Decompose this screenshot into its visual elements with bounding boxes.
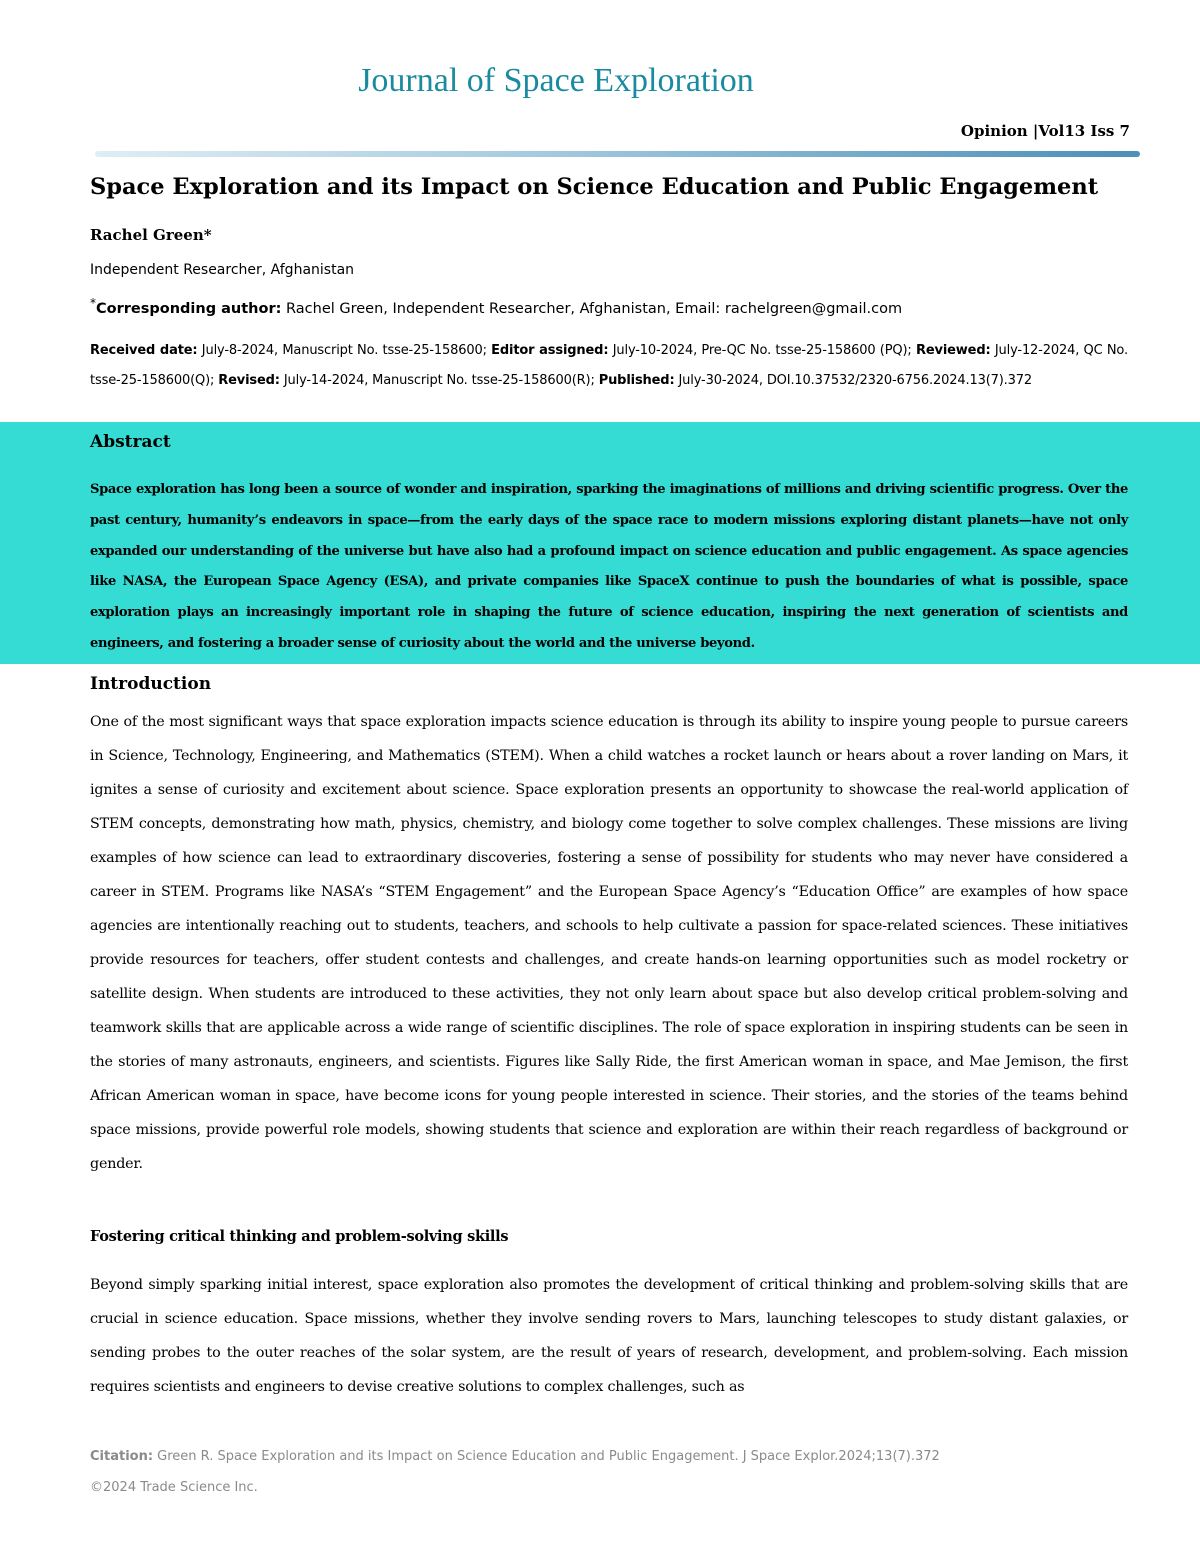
- revised-text: July-14-2024, Manuscript No. tsse-25-158600(R);: [279, 373, 599, 388]
- citation: [90, 1449, 940, 1464]
- citation-text: Green R. Space Exploration and its Impact on Science Education and Public Engagement. J Space Explor.2024;13(7).372: [153, 1449, 940, 1464]
- copyright: ©2024 Trade Science Inc.: [90, 1480, 258, 1495]
- journal-title: Journal of Space Exploration: [358, 62, 754, 99]
- author-name: Rachel Green*: [90, 226, 212, 244]
- section-text-critical-thinking: Beyond simply sparking initial interest, space exploration also promotes the development of critical thinking and problem-solving skills that are crucial in science education. Space missions, whether they involve sending rovers to Mars, launching telescopes to study distant galaxies, or sending probes to the outer reaches of the solar system, are the result of years of research, development, and problem-solving. Each mission requires scientists and engineers to devise creative solutions to complex challenges, such as: [90, 1277, 1128, 1395]
- corresponding-label: Corresponding author:: [96, 300, 282, 317]
- received-label: Received date:: [90, 343, 198, 358]
- article-type-volume: Opinion |Vol13 Iss 7: [960, 122, 1130, 140]
- header-divider: [95, 151, 1140, 157]
- article-title: Space Exploration and its Impact on Science Education and Public Engagement: [90, 174, 1099, 200]
- editor-label: Editor assigned:: [491, 343, 609, 358]
- corresponding-text: Rachel Green, Independent Researcher, Afghanistan, Email: rachelgreen@gmail.com: [281, 300, 903, 317]
- author-affiliation: Independent Researcher, Afghanistan: [90, 262, 355, 278]
- abstract-text: Space exploration has long been a source of wonder and inspiration, sparking the imaginations of millions and driving scientific progress. Over the past century, humanity’s endeavors in space—from the early days of the space race to modern missions exploring distant planets—have not only expanded our understanding of the universe but have also had a profound impact on science education and public engagement. As space agencies like NASA, the European Space Agency (ESA), and private companies like SpaceX continue to push the boundaries of what is possible, space exploration plays an increasingly important role in shaping the future of science education, inspiring the next generation of scientists and engineers, and fostering a broader sense of curiosity about the world and the universe beyond.: [90, 482, 1128, 651]
- revised-label: Revised:: [218, 373, 280, 388]
- introduction-heading: Introduction: [90, 674, 212, 694]
- editor-text: July-10-2024, Pre-QC No. tsse-25-158600 (PQ);: [608, 343, 916, 358]
- section-heading-critical-thinking: Fostering critical thinking and problem-solving skills: [90, 1228, 509, 1245]
- published-text: July-30-2024, DOI.10.37532/2320-6756.2024.13(7).372: [674, 373, 1032, 388]
- corresponding-marker: *: [90, 296, 96, 310]
- introduction-text: One of the most significant ways that space exploration impacts science education is through its ability to inspire young people to pursue careers in Science, Technology, Engineering, and Mathematics (STEM). When a child watches a rocket launch or hears about a rover landing on Mars, it ignites a sense of curiosity and excitement about science. Space exploration presents an opportunity to showcase the real-world application of STEM concepts, demonstrating how math, physics, chemistry, and biology come together to solve complex challenges. These missions are living examples of how science can lead to extraordinary discoveries, fostering a sense of possibility for students who may never have considered a career in STEM. Programs like NASA’s “STEM Engagement” and the European Space Agency’s “Education Office” are examples of how space agencies are intentionally reaching out to students, teachers, and schools to help cultivate a passion for space-related sciences. These initiatives provide resources for teachers, offer student contests and challenges, and create hands-on learning opportunities such as model rocketry or satellite design. When students are introduced to these activities, they not only learn about space but also develop critical problem-solving and teamwork skills that are applicable across a wide range of scientific disciplines. The role of space exploration in inspiring students can be seen in the stories of many astronauts, engineers, and scientists. Figures like Sally Ride, the first American woman in space, and Mae Jemison, the first African American woman in space, have become icons for young people interested in science. Their stories, and the stories of the teams behind space missions, provide powerful role models, showing students that science and exploration are within their reach regardless of background or gender.: [90, 714, 1128, 1172]
- published-label: Published:: [598, 373, 675, 388]
- manuscript-dates: [90, 336, 1128, 396]
- corresponding-author: [90, 296, 1150, 317]
- reviewed-label: Reviewed:: [915, 343, 991, 358]
- received-text: July-8-2024, Manuscript No. tsse-25-158600;: [197, 343, 492, 358]
- citation-label: Citation:: [90, 1449, 154, 1464]
- abstract-heading: Abstract: [90, 432, 171, 452]
- reviewed-text: July-12-2024, QC No. tsse-25-158600(Q);: [90, 343, 1128, 388]
